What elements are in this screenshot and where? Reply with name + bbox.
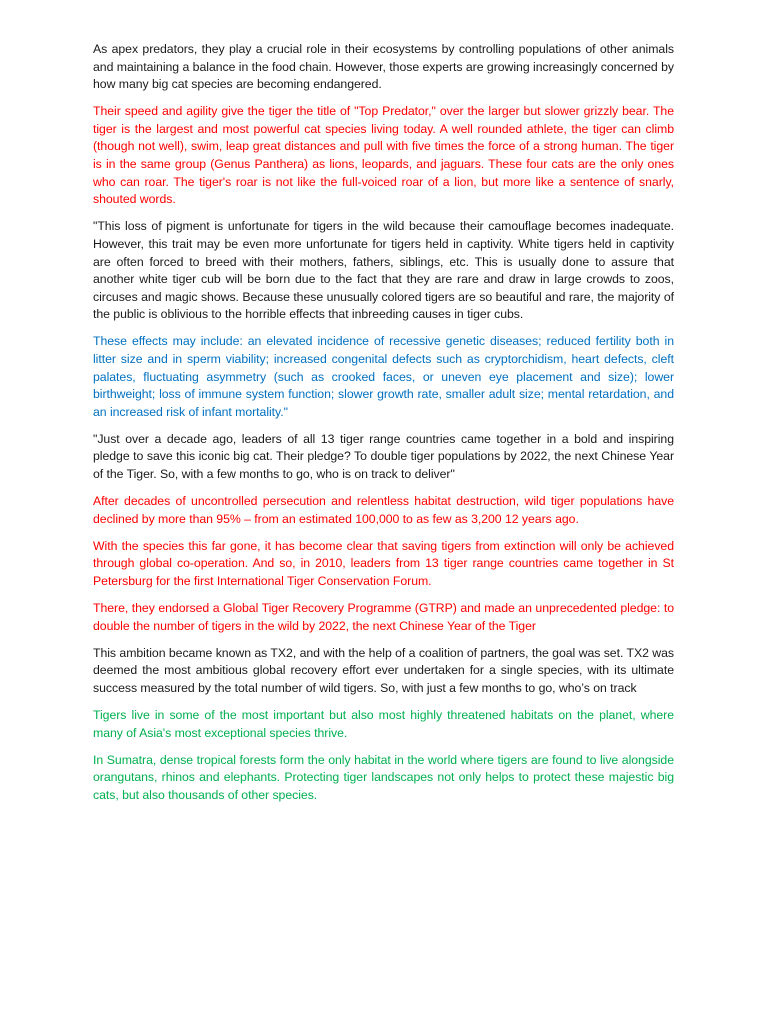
paragraph-tx2: This ambition became known as TX2, and with the help of a coalition of partners, the goal was set. TX2 was deemed the most ambitious global recovery effort ever undertaken for a single species, with its ultimate success measured by the total number of wild tigers. So, with just a few months to go, who’s on track — [93, 645, 674, 695]
paragraph-inbreeding-effects: These effects may include: an elevated incidence of recessive genetic diseases; reduced fertility both in litter size and in sperm viability; increased congenital defects such as cryptorchidism, heart defects, cleft palates, fluctuating asymmetry (such as crooked faces, or uneven eye placement and size); lower birthweight; loss of immune system function; slower growth rate, smaller adult size; mental retardation, and an increased risk of infant mortality." — [93, 334, 674, 419]
document-page — [93, 41, 674, 814]
paragraph-apex-predators: As apex predators, they play a crucial role in their ecosystems by controlling populations of other animals and maintaining a balance in the food chain. However, those experts are growing increasingly concerned by how many big cat species are becoming endangered. — [93, 42, 674, 92]
paragraph-tiger-pledge: "Just over a decade ago, leaders of all 13 tiger range countries came together in a bold and inspiring pledge to save this iconic big cat. Their pledge? To double tiger populations by 2022, the next Chinese Year of the Tiger. So, with a few months to go, who is on track to deliver" — [93, 431, 674, 482]
paragraph-gtrp: There, they endorsed a Global Tiger Recovery Programme (GTRP) and made an unprecedented pledge: to double the number of tigers in the wild by 2022, the next Chinese Year of the Tiger — [93, 601, 674, 633]
paragraph-global-cooperation: With the species this far gone, it has become clear that saving tigers from extinction will only be achieved through global co-operation. And so, in 2010, leaders from 13 tiger range countries came together in St Petersburg for the first International Tiger Conservation Forum. — [93, 538, 674, 589]
paragraph-top-predator: Their speed and agility give the tiger the title of "Top Predator," over the larger but slower grizzly bear. The tiger is the largest and most powerful cat species living today. A well rounded athlete, the tiger can climb (though not well), swim, leap great distances and pull with five times the force of a strong human. The tiger is in the same group (Genus Panthera) as lions, leopards, and jaguars. These four cats are the only ones who can roar. The tiger's roar is not like the full-voiced roar of a lion, but more like a sentence of snarly, shouted words. — [93, 104, 674, 207]
paragraph-threatened-habitats: Tigers live in some of the most important but also most highly threatened habitats on the planet, where many of Asia's most exceptional species thrive. — [93, 708, 674, 740]
paragraph-population-decline: After decades of uncontrolled persecution and relentless habitat destruction, wild tiger populations have declined by more than 95% – from an estimated 100,000 to as few as 3,200 12 years ago. — [93, 494, 674, 526]
paragraph-loss-of-pigment: "This loss of pigment is unfortunate for tigers in the wild because their camouflage becomes inadequate. However, this trait may be even more unfortunate for tigers held in captivity. White tigers held in captivity are often forced to breed with their mothers, fathers, siblings, etc. This is usually done to assure that another white tiger cub will be born due to the fact that they are rare and draw in large crowds to zoos, circuses and magic shows. Because these unusually colored tigers are so beautiful and rare, the majority of the public is oblivious to the horrible effects that inbreeding causes in tiger cubs. — [93, 219, 674, 322]
paragraph-sumatra: In Sumatra, dense tropical forests form the only habitat in the world where tigers are found to live alongside orangutans, rhinos and elephants. Protecting tiger landscapes not only helps to protect these majestic big cats, but also thousands of other species. — [93, 752, 674, 802]
